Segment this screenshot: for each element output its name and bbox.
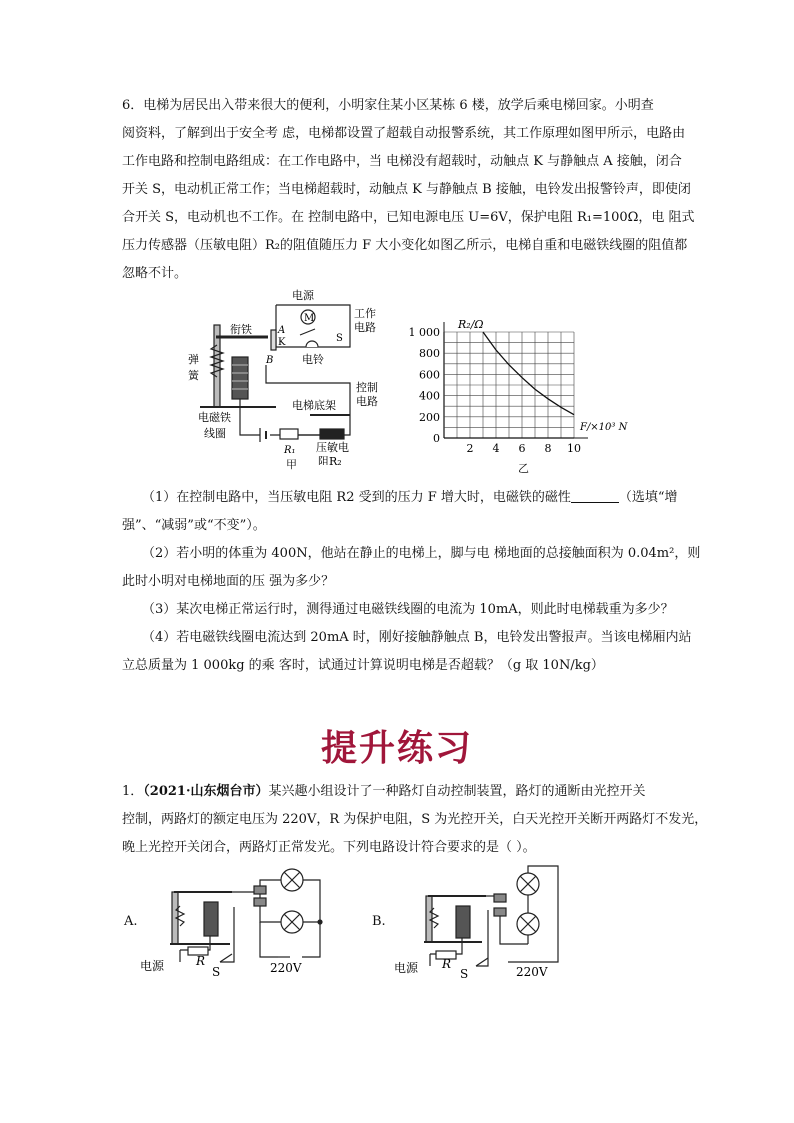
a-voltage-label: 220V bbox=[270, 961, 302, 975]
q6-sub4-line-2: 立总质量为 1 000kg 的乘 客时，试通过计算说明电梯是否超载？（g 取 10N/kg） bbox=[122, 658, 604, 673]
jia-switch-s: S bbox=[336, 333, 343, 344]
chart-ylabel: R₂/Ω bbox=[458, 318, 484, 331]
q6-line-3: 工作电路和控制电路组成：在工作电路中，当 电梯没有超载时，动触点 K 与静触点 A 接触，闭合 bbox=[122, 154, 682, 169]
q1-line-3: 晚上光控开关闭合，两路灯正常发光。下列电路设计符合要求的是（ ）。 bbox=[122, 840, 536, 855]
jia-r1-label: R₁ bbox=[284, 445, 296, 456]
chart-x-tick-label: 2 bbox=[466, 442, 474, 455]
jia-contact-b: B bbox=[266, 355, 274, 366]
jia-control-label-2: 电路 bbox=[356, 395, 378, 408]
q1-prefix: 1． bbox=[122, 784, 144, 799]
chart-x-tick-label: 6 bbox=[518, 442, 526, 455]
b-s-label: S bbox=[460, 967, 469, 981]
chart-y-tick-label: 1 000 bbox=[408, 326, 440, 339]
jia-coil-label-1: 电磁铁 bbox=[198, 411, 231, 424]
a-power-label: 电源 bbox=[140, 959, 165, 973]
b-voltage-label: 220V bbox=[516, 965, 548, 979]
jia-contact-a: A bbox=[278, 325, 286, 336]
chart-x-tick-label: 4 bbox=[492, 442, 500, 455]
q6-sub1-line-2: 强”、“减弱”或“不变”）。 bbox=[122, 518, 266, 533]
q1-line-2: 控制，两路灯的额定电压为 220V，R 为保护电阻，S 为光控开关，白天光控开关断开两路灯不发光， bbox=[122, 812, 708, 827]
chart-y-tick-label: 400 bbox=[419, 389, 440, 403]
jia-work-label-2: 电路 bbox=[354, 321, 376, 334]
a-r-label: R bbox=[196, 954, 206, 968]
a-s-label: S bbox=[212, 965, 221, 979]
jia-bell-label: 电铃 bbox=[302, 353, 324, 366]
chart-xlabel: F/×10³ N bbox=[580, 422, 628, 433]
jia-power-label: 电源 bbox=[292, 289, 314, 302]
jia-contact-k: K bbox=[278, 337, 286, 348]
q6-line-5: 合开关 S，电动机也不工作。在 控制电路中，已知电源电压 U=6V，保护电阻 R₁=100Ω，电 阻式 bbox=[122, 210, 695, 225]
q6-sub1-line-1 bbox=[142, 486, 678, 505]
jia-coil-label-2: 线圈 bbox=[204, 427, 226, 440]
jia-caption: 甲 bbox=[286, 458, 297, 471]
q6-sub2-line-2: 此时小明对电梯地面的压 强为多少？ bbox=[122, 574, 335, 589]
chart-x-tick-label: 10 bbox=[567, 442, 581, 455]
figure-yi-chart bbox=[400, 310, 640, 475]
option-a-circuit bbox=[140, 862, 340, 982]
option-b-label[interactable]: B. bbox=[372, 914, 386, 929]
q6-line-6: 压力传感器（压敏电阻）R₂的阻值随压力 F 大小变化如图乙所示，电梯自重和电磁铁线圈的阻值都 bbox=[122, 238, 688, 253]
q6-sub3-line: （3）某次电梯正常运行时，测得通过电磁铁线圈的电流为 10mA，则此时电梯载重为多少？ bbox=[142, 602, 674, 617]
chart-grid bbox=[444, 322, 588, 438]
jia-pressure-label-2: 阻R₂ bbox=[318, 455, 342, 465]
option-b-circuit bbox=[390, 862, 590, 982]
figure-jia-circuit bbox=[180, 285, 390, 465]
q6-line-1: 6．电梯为居民出入带来很大的便利，小明家住某小区某栋 6 楼，放学后乘电梯回家。小明查 bbox=[122, 98, 654, 113]
jia-spring-label-1: 弹 bbox=[188, 353, 199, 366]
chart-y-tick-label: 0 bbox=[433, 432, 440, 445]
chart-y-tick-label: 600 bbox=[419, 368, 440, 382]
yi-caption: 乙 bbox=[518, 462, 529, 475]
chart-y-tick-label: 200 bbox=[419, 410, 440, 424]
jia-work-label-1: 工作 bbox=[354, 307, 376, 320]
chart-ticks bbox=[409, 326, 582, 455]
q6-sub2-line-1: （2）若小明的体重为 400N，他站在静止的电梯上，脚与电 梯地面的总接触面积为 0.04m²，则 bbox=[142, 546, 701, 561]
q6-sub1-text-a: （1）在控制电路中，当压敏电阻 R2 受到的压力 F 增大时，电磁铁的磁性 bbox=[142, 490, 571, 505]
jia-floor-label: 电梯底架 bbox=[292, 399, 336, 412]
jia-motor-symbol: M bbox=[304, 313, 315, 324]
jia-control-label-1: 控制 bbox=[356, 381, 378, 394]
q6-sub1-blank[interactable] bbox=[571, 490, 619, 503]
q6-sub4-line-1: （4）若电磁铁线圈电流达到 20mA 时，刚好接触静触点 B，电铃发出警报声。当该电梯厢内站 bbox=[142, 630, 692, 645]
b-power-label: 电源 bbox=[394, 961, 419, 975]
jia-armature-label: 衔铁 bbox=[230, 323, 252, 336]
q1-text-1: 某兴趣小组设计了一种路灯自动控制装置，路灯的通断由光控开关 bbox=[268, 784, 646, 799]
q1-line-1 bbox=[122, 780, 646, 799]
chart-x-tick-label: 8 bbox=[544, 442, 552, 455]
section-title: 提升练习 bbox=[320, 728, 473, 769]
q1-source: （2021·山东烟台市） bbox=[143, 784, 269, 799]
option-a-label[interactable]: A. bbox=[124, 914, 138, 929]
q6-line-2: 阅资料，了解到出于安全考 虑，电梯都设置了超载自动报警系统，其工作原理如图甲所示，电路由 bbox=[122, 126, 686, 141]
jia-spring-label-2: 簧 bbox=[188, 369, 199, 382]
chart-y-tick-label: 800 bbox=[419, 347, 440, 361]
jia-pressure-label-1: 压敏电 bbox=[316, 441, 349, 454]
chart-series-line bbox=[483, 332, 574, 415]
b-r-label: R bbox=[442, 957, 452, 971]
q6-sub1-text-b: （选填“增 bbox=[618, 490, 678, 505]
q6-line-7: 忽略不计。 bbox=[122, 266, 188, 281]
q6-line-4: 开关 S，电动机正常工作；当电梯超载时，动触点 K 与静触点 B 接触，电铃发出报警铃声，即使闭 bbox=[122, 182, 691, 197]
